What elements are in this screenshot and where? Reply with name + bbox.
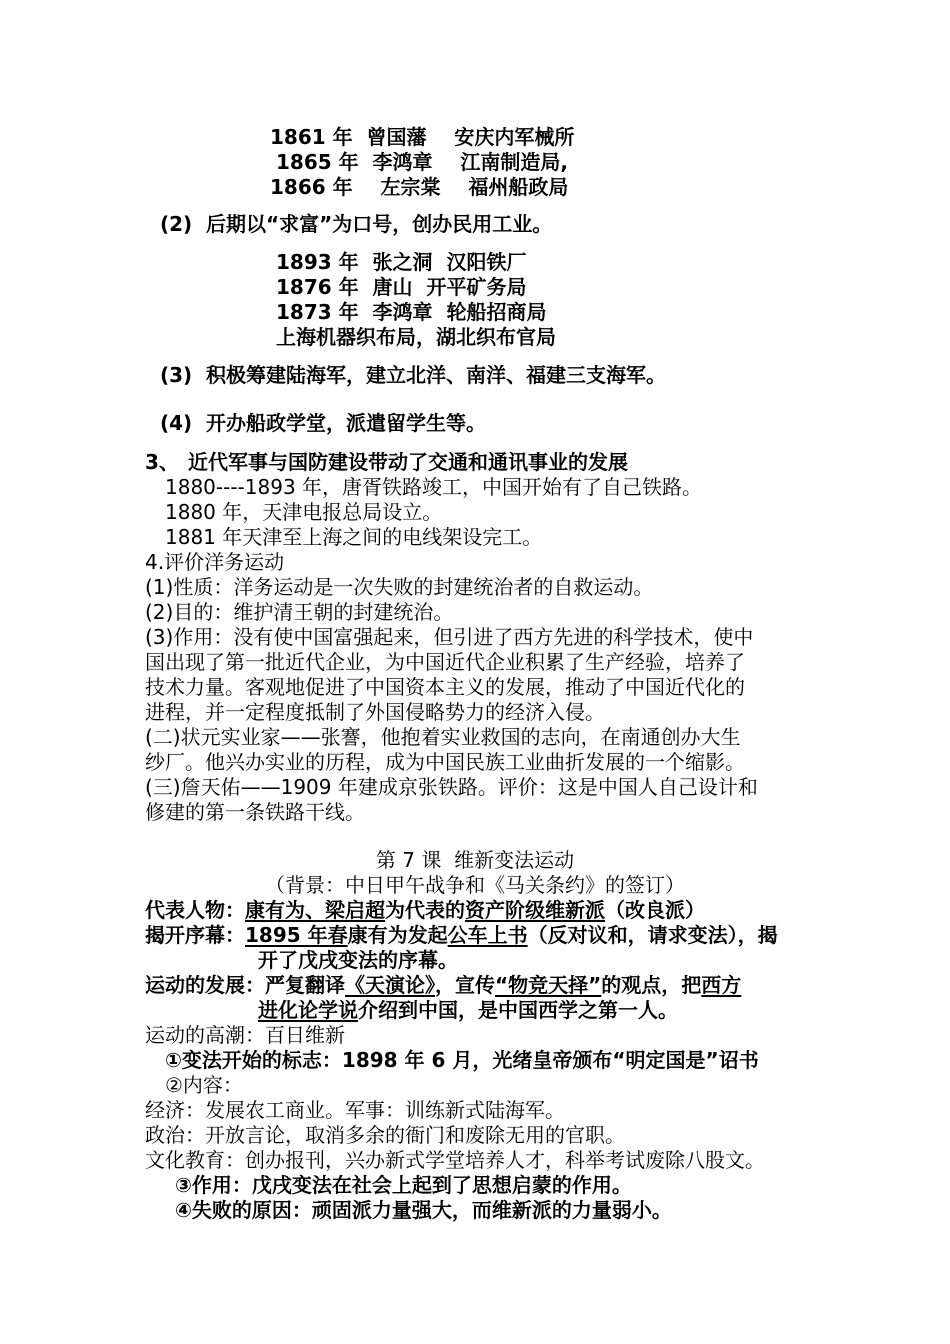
section-4-line3: (3)作用：没有使中国富强起来，但引进了西方先进的科学技术，使中: [145, 625, 754, 649]
development-west: 西方: [701, 973, 742, 997]
point-4-text: 开办船政学堂，派遣留学生等。: [206, 411, 486, 435]
reform-politics: 政治：开放言论，取消多余的衙门和废除无用的官职。: [145, 1123, 625, 1147]
representative-group: 资产阶级维新派: [465, 898, 605, 922]
opening-line2: 开了戊戌变法的序幕。: [258, 948, 458, 972]
development-quote: “物竞天择”: [495, 973, 602, 997]
point-4-number: (4): [160, 411, 193, 435]
opening-label: 揭开序幕：: [145, 923, 245, 947]
section-4-line8: 纱厂。他兴办实业的历程，成为中国民族工业曲折发展的一个缩影。: [145, 750, 745, 774]
reform-culture: 文化教育：创办报刊，兴办新式学堂培养人才，科举考试废除八股文。: [145, 1148, 765, 1172]
development-tail: 的观点，把: [601, 973, 702, 997]
section-3-number: 3、: [145, 450, 179, 474]
opening-line: [145, 923, 778, 947]
section-3-line3: 1881 年天津至上海之间的电线架设完工。: [165, 525, 543, 549]
reform-item-3: ③作用：戊戌变法在社会上起到了思想启蒙的作用。: [175, 1173, 632, 1197]
reform-item-4: ④失败的原因：顽固派力量强大，而维新派的力量弱小。: [175, 1198, 672, 1222]
section-4-line2: (2)目的：维护清王朝的封建统治。: [145, 600, 454, 624]
lesson-7-background: （背景：中日甲午战争和《马关条约》的签订）: [265, 873, 685, 897]
section-4-line1: (1)性质：洋务运动是一次失败的封建统治者的自救运动。: [145, 575, 654, 599]
section-4-line6: 进程，并一定程度抵制了外国侵略势力的经济入侵。: [145, 700, 605, 724]
development-mid: ，宣传: [435, 973, 495, 997]
movement-peak: 运动的高潮：百日维新: [145, 1023, 345, 1047]
development-theory: 进化论学说: [258, 998, 358, 1022]
development-line2: [258, 998, 678, 1022]
point-3-number: (3): [160, 363, 193, 387]
point-2-text: 后期以“求富”为口号，创办民用工业。: [206, 212, 553, 236]
section-3-heading: 近代军事与国防建设带动了交通和通讯事业的发展: [188, 450, 628, 474]
development-book: 《天演论》: [345, 973, 435, 997]
yangwu-list2-line2: 1876 年 唐山 开平矿务局: [276, 275, 527, 299]
section-4-line5: 技术力量。客观地促进了中国资本主义的发展，推动了中国近代化的: [145, 675, 745, 699]
opening-tail: （反对议和，请求变法），揭: [527, 923, 778, 947]
yangwu-list2-line1: 1893 年 张之洞 汉阳铁厂: [276, 250, 527, 274]
section-4-line7: (二)状元实业家——张謇，他抱着实业救国的志向，在南通创办大生: [145, 725, 741, 749]
yangwu-list1-line2: 1865 年 李鸿章 江南制造局,: [276, 150, 569, 174]
yangwu-list2-line4: 上海机器织布局，湖北织布官局: [276, 325, 556, 349]
yangwu-list1-line3: 1866 年 左宗棠 福州船政局: [270, 175, 569, 199]
opening-date: 1895 年春: [245, 923, 348, 947]
section-4-line9: (三)詹天佑——1909 年建成京张铁路。评价：这是中国人自己设计和: [145, 775, 758, 799]
point-2-number: (2): [160, 212, 193, 236]
representative-names: 康有为、梁启超: [245, 898, 385, 922]
lesson-7-title: 第 7 课 维新变法运动: [375, 848, 575, 872]
reform-item-1: ①变法开始的标志：1898 年 6 月，光绪皇帝颁布“明定国是”诏书: [165, 1048, 759, 1072]
yangwu-list2-line3: 1873 年 李鸿章 轮船招商局: [276, 300, 547, 324]
development-label: 运动的发展：严复翻译: [145, 973, 345, 997]
reform-economy: 经济：发展农工商业。军事：训练新式陆海军。: [145, 1098, 565, 1122]
section-4-heading: 4.评价洋务运动: [145, 550, 285, 574]
development-line2-tail: 介绍到中国，是中国西学之第一人。: [358, 998, 678, 1022]
opening-mid: 康有为发起: [347, 923, 448, 947]
opening-event: 公车上书: [447, 923, 528, 947]
development-line: [145, 973, 741, 997]
section-4-line10: 修建的第一条铁路干线。: [145, 800, 365, 824]
representative-mid: 为代表的: [385, 898, 465, 922]
reform-item-2: ②内容：: [165, 1073, 243, 1097]
representative-label: 代表人物：: [145, 898, 245, 922]
section-3-line1: 1880----1893 年，唐胥铁路竣工，中国开始有了自己铁路。: [165, 475, 703, 499]
point-3-text: 积极筹建陆海军，建立北洋、南洋、福建三支海军。: [206, 363, 666, 387]
yangwu-list1-line1: 1861 年 曾国藩 安庆内军械所: [270, 125, 575, 149]
representative-tail: （改良派）: [605, 898, 705, 922]
section-3-line2: 1880 年，天津电报总局设立。: [165, 500, 443, 524]
section-4-line4: 国出现了第一批近代企业，为中国近代企业积累了生产经验，培养了: [145, 650, 745, 674]
representative-line: [145, 898, 705, 922]
